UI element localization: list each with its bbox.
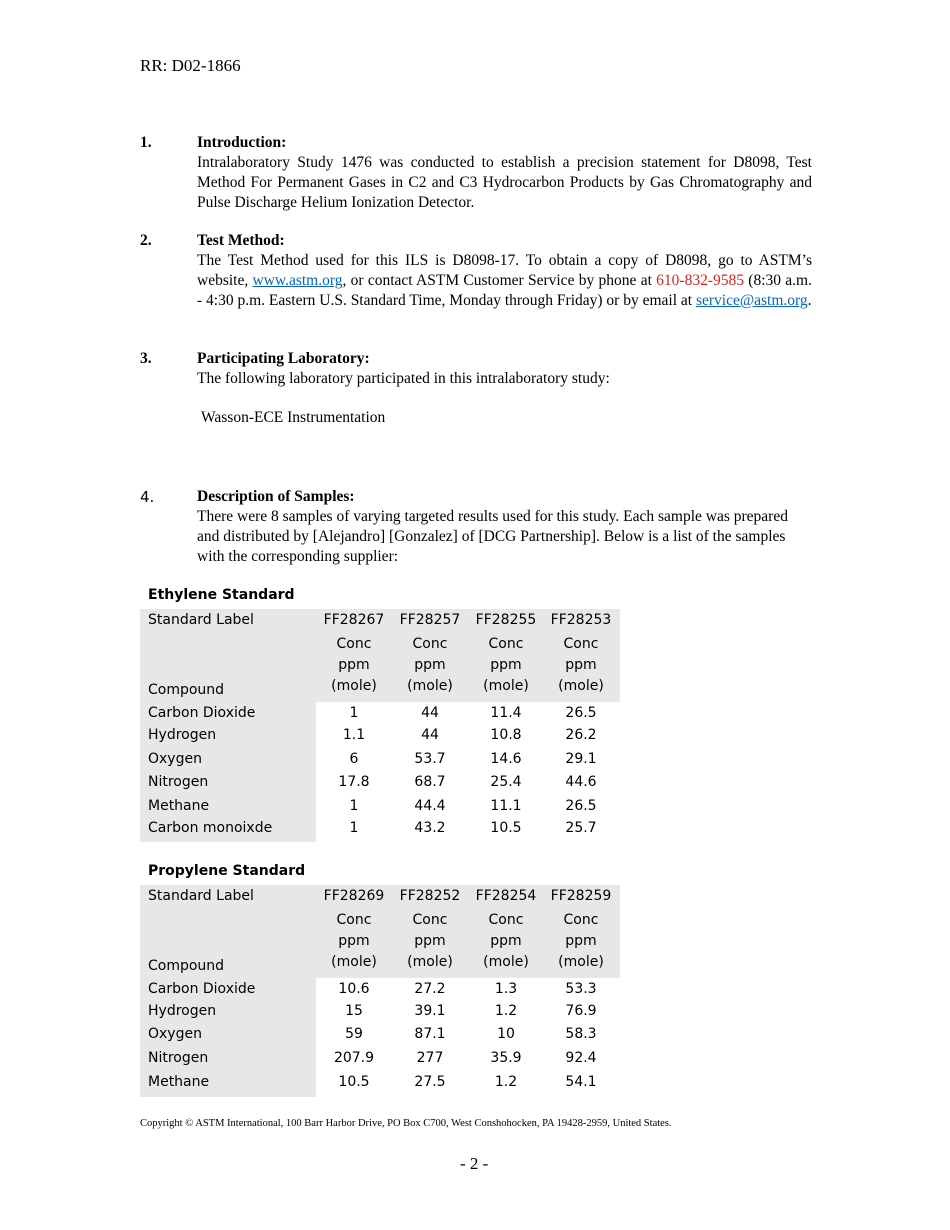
column-header: FF28253 [550,612,612,628]
column-header: FF28252 [399,888,461,904]
compound-name: Oxygen [148,1026,202,1042]
section-2-text-b: , or contact ASTM Customer Service by phone at [342,272,657,289]
unit-label: (mole) [483,678,529,694]
laboratory-name: Wasson-ECE Instrumentation [201,409,386,426]
unit-label: ppm [565,657,597,673]
section-1-title: Introduction: [197,134,287,151]
value-cell: 277 [416,1050,444,1066]
table-row [140,724,620,747]
compound-name: Oxygen [148,751,202,767]
unit-label: (mole) [407,954,453,970]
value-cell: 27.2 [414,981,446,997]
astm-website-link[interactable]: www.astm.org [252,272,343,289]
compound-header: Compound [148,682,225,698]
ethylene-table-title: Ethylene Standard [148,587,295,603]
value-cell: 59 [345,1026,363,1042]
section-2-text-c: (8:30 a.m. - 4:30 p.m. Eastern U.S. Standard Time, Monday through Friday) or by email at [197,272,812,309]
unit-label: ppm [414,933,446,949]
unit-label: (mole) [331,954,377,970]
value-cell: 44.4 [414,798,446,814]
value-cell: 92.4 [565,1050,597,1066]
section-3-body: The following laboratory participated in this intralaboratory study: [197,370,610,387]
value-cell: 1.1 [342,727,366,743]
section-2-text-a: The Test Method used for this ILS is D8098-17. To obtain a copy of D8098, go to ASTM’s website, [197,252,812,289]
column-header: FF28269 [323,888,385,904]
value-cell: 11.1 [490,798,522,814]
unit-label: (mole) [407,678,453,694]
section-2-number: 2. [140,232,152,249]
unit-label: ppm [338,933,370,949]
compound-name: Carbon monoixde [148,820,273,836]
section-test-method [197,231,812,311]
value-cell: 11.4 [490,705,522,721]
unit-label: Conc [488,636,524,652]
value-cell: 44.6 [565,774,597,790]
unit-row [140,675,620,698]
value-cell: 10.5 [490,820,522,836]
unit-label: ppm [338,657,370,673]
unit-label: (mole) [483,954,529,970]
table-row [140,795,620,818]
value-cell: 1.2 [494,1003,518,1019]
value-cell: 207.9 [333,1050,375,1066]
unit-row [140,654,620,677]
section-description-of-samples [197,487,812,567]
standard-label-header: Standard Label [148,612,254,628]
ethylene-table [140,609,620,842]
section-4-title: Description of Samples: [197,488,355,505]
unit-label: Conc [336,912,372,928]
propylene-table-title: Propylene Standard [148,863,306,879]
table-row [140,1047,620,1070]
compound-name: Carbon Dioxide [148,705,256,721]
unit-label: (mole) [331,678,377,694]
compound-name: Methane [148,1074,210,1090]
unit-label: ppm [414,657,446,673]
value-cell: 10.6 [338,981,370,997]
unit-label: Conc [563,636,599,652]
value-cell: 10.5 [338,1074,370,1090]
section-1-body: Intralaboratory Study 1476 was conducted to establish a precision statement for D8098, Test Method For Permanent Gases in C2 and C3 Hydrocarbon Products by Gas Chromatography and Pulse Discharge Helium Ionization Detector. [197,154,812,211]
value-cell: 17.8 [338,774,370,790]
compound-name: Methane [148,798,210,814]
table-row [140,1023,620,1046]
page-number: - 2 - [460,1154,489,1173]
table-row [140,1000,620,1023]
section-participating-laboratory [197,349,812,389]
column-header: FF28254 [475,888,537,904]
propylene-table [140,885,620,1097]
column-header: FF28255 [475,612,537,628]
value-cell: 35.9 [490,1050,522,1066]
value-cell: 1 [349,798,359,814]
table-row [140,771,620,794]
value-cell: 27.5 [414,1074,446,1090]
section-3-number: 3. [140,350,152,367]
value-cell: 58.3 [565,1026,597,1042]
section-3-title: Participating Laboratory: [197,350,370,367]
section-1-number: 1. [140,134,152,151]
value-cell: 29.1 [565,751,597,767]
value-cell: 43.2 [414,820,446,836]
customer-service-phone: 610-832-9585 [656,272,744,289]
service-email-link[interactable]: service@astm.org [695,292,808,309]
unit-row [140,930,620,953]
column-header: FF28259 [550,888,612,904]
value-cell: 26.2 [565,727,597,743]
value-cell: 1.3 [494,981,518,997]
column-header: FF28267 [323,612,385,628]
table-row [140,748,620,771]
value-cell: 44 [421,705,439,721]
value-cell: 10 [497,1026,515,1042]
section-2-text-d: . [807,292,812,309]
compound-header: Compound [148,958,225,974]
value-cell: 10.8 [490,727,522,743]
compound-name: Nitrogen [148,774,209,790]
compound-name: Carbon Dioxide [148,981,256,997]
value-cell: 14.6 [490,751,522,767]
value-cell: 26.5 [565,798,597,814]
table-row [140,1071,620,1094]
unit-label: (mole) [558,954,604,970]
section-introduction [197,133,812,213]
compound-name: Hydrogen [148,727,217,743]
value-cell: 53.7 [414,751,446,767]
unit-label: Conc [412,912,448,928]
unit-label: Conc [563,912,599,928]
unit-row [140,909,620,932]
unit-row [140,633,620,656]
section-4-number: 4. [140,488,155,506]
unit-label: Conc [336,636,372,652]
table-row [140,978,620,1001]
report-id: RR: D02-1866 [140,56,241,75]
unit-label: ppm [490,657,522,673]
value-cell: 54.1 [565,1074,597,1090]
value-cell: 39.1 [414,1003,446,1019]
unit-label: Conc [488,912,524,928]
value-cell: 25.4 [490,774,522,790]
value-cell: 1 [349,820,359,836]
table-row [140,817,620,840]
value-cell: 15 [345,1003,363,1019]
value-cell: 1 [349,705,359,721]
section-2-title: Test Method: [197,232,285,249]
column-header: FF28257 [399,612,461,628]
value-cell: 68.7 [414,774,446,790]
value-cell: 1.2 [494,1074,518,1090]
compound-name: Nitrogen [148,1050,209,1066]
value-cell: 25.7 [565,820,597,836]
unit-row [140,951,620,974]
unit-label: (mole) [558,678,604,694]
value-cell: 26.5 [565,705,597,721]
value-cell: 76.9 [565,1003,597,1019]
value-cell: 53.3 [565,981,597,997]
section-4-body: There were 8 samples of varying targeted results used for this study. Each sample was prepared and distributed by [Alejandro] [Gonzalez] of [DCG Partnership]. Below is a list of the samples with the corresponding supplier: [197,508,788,565]
value-cell: 6 [349,751,359,767]
standard-label-header: Standard Label [148,888,254,904]
section-2-body [197,251,812,311]
table-header-row [140,609,620,632]
compound-name: Hydrogen [148,1003,217,1019]
value-cell: 87.1 [414,1026,446,1042]
table-row [140,702,620,725]
copyright-notice: Copyright © ASTM International, 100 Barr Harbor Drive, PO Box C700, West Conshohocken, PA 19428-2959, United States. [140,1118,672,1129]
unit-label: ppm [490,933,522,949]
unit-label: ppm [565,933,597,949]
value-cell: 44 [421,727,439,743]
unit-label: Conc [412,636,448,652]
table-header-row [140,885,620,908]
